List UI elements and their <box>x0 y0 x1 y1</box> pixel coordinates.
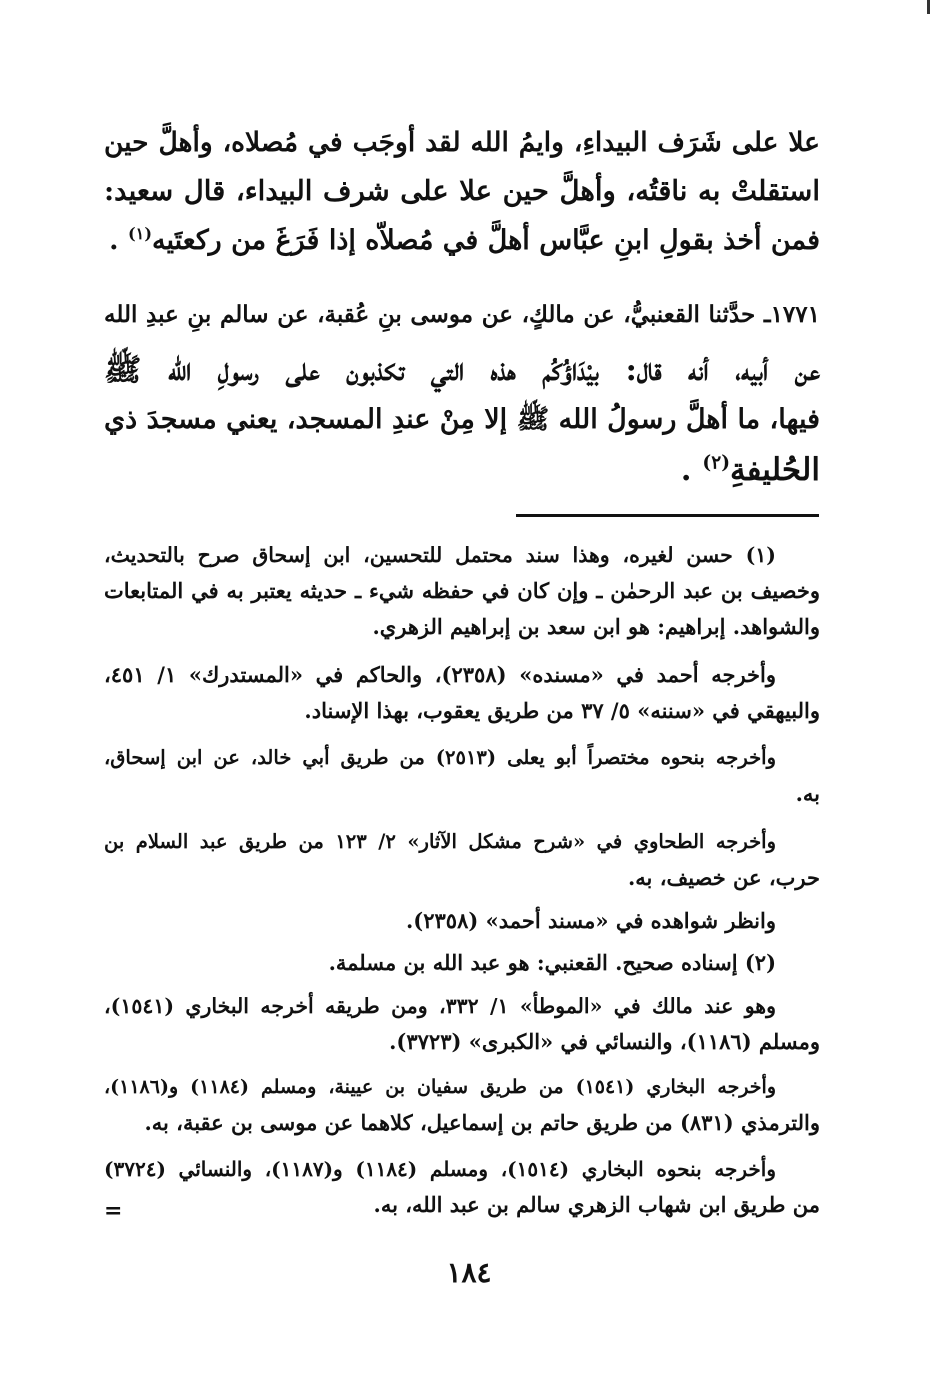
footnote-line: من طريق ابن شهاب الزهري سالم بن عبد الله، به. <box>373 1192 820 1217</box>
footnote-line: والشواهد. إبراهيم: هو ابن سعد بن إبراهيم الزهري. <box>372 614 820 639</box>
footnote-line: وأخرجه بنحوه البخاري (١٥١٤)، ومسلم (١١٨٤) و(١١٨٧)، والنسائي (٣٧٢٤) <box>104 1157 777 1181</box>
footnote-1-para-3 <box>104 740 820 812</box>
footnote-line: وخصيف بن عبد الرحمٰن ـ وإن كان في حفظه شيء ـ حديثه يعتبر به في المتابعات <box>104 578 820 603</box>
footnote-2-para-2 <box>104 988 820 1060</box>
footnote-ref-2[interactable]: (٢) <box>702 452 730 474</box>
text-line: استقلتْ به ناقتُه، وأهلَّ حين علا على شرف البيداء، قال سعيد: <box>104 175 820 207</box>
footnote-line: والترمذي (٨٣١) من طريق حاتم بن إسماعيل، كلاهما عن موسى بن عقبة، به. <box>144 1110 820 1135</box>
text-line: علا على شَرَف البيداءِ، وايمُ الله لقد أوجَب في مُصلاه، وأهلَّ حين <box>104 127 820 158</box>
text-line-last <box>104 216 820 265</box>
footnote-line: وأخرجه أحمد في «مسنده» (٢٣٥٨)، والحاكم في «المستدرك» ١/ ٤٥١، <box>104 662 777 687</box>
main-paragraph-1 <box>104 118 820 265</box>
footnote-line: به. <box>795 781 820 806</box>
page-number: ١٨٤ <box>446 1256 492 1289</box>
continuation-mark: = <box>104 1198 123 1224</box>
footnote-line: والبيهقي في «سننه» ٥/ ٣٧ من طريق يعقوب، بهذا الإسناد. <box>304 698 820 723</box>
text-fragment: الحُليفةِ <box>730 452 820 488</box>
full-stop: . <box>680 452 692 488</box>
footnote-2 <box>104 945 820 981</box>
footnote-line: وأخرجه البخاري (١٥٤١) من طريق سفيان بن عيينة، ومسلم (١١٨٤) و(١١٨٦)، <box>104 1076 776 1098</box>
footnote-1-para-5 <box>104 903 820 939</box>
text-line: فيها، ما أهلَّ رسولُ الله ﷺ إلا مِنْ عندِ المسجد، يعني مسجدَ ذي <box>104 404 820 435</box>
footnote-1-para-4 <box>104 824 820 896</box>
hadith-isnad <box>104 292 820 338</box>
main-paragraph-2 <box>104 345 820 495</box>
text-line: ١٧٧١ـ حدَّثنا القعنبيُّ، عن مالكٍ، عن موسى بنِ عُقبة، عن سالم بنِ عبدِ الله <box>104 301 820 328</box>
footnote-line: حرب، عن خصيف، به. <box>627 865 820 890</box>
footnote-1 <box>104 537 820 645</box>
footnote-ref-1[interactable]: (١) <box>127 224 153 243</box>
footnote-line: وأخرجه بنحوه مختصراً أبو يعلى (٢٥١٣) من طريق أبي خالد، عن ابن إسحاق، <box>104 746 776 769</box>
text-line-last <box>104 445 820 495</box>
footnote-line: وأخرجه الطحاوي في «شرح مشكل الآثار» ٢/ ١٢٣ من طريق عبد السلام بن <box>104 830 776 853</box>
footnote-separator <box>516 514 819 517</box>
text-line: عن أبيه، أنه قال: بيْدَاؤُكُم هذه التي تكذبون على رسولِ الله ﷺ <box>104 352 820 388</box>
full-stop: . <box>109 225 119 256</box>
footnote-line: (١) حسن لغيره، وهذا سند محتمل للتحسين، ابن إسحاق صرح بالتحديث، <box>104 543 776 567</box>
corner-mark <box>927 0 930 14</box>
footnote-line: وهو عند مالك في «الموطأ» ١/ ٣٣٢، ومن طريقه أخرجه البخاري (١٥٤١)، <box>104 994 776 1018</box>
footnote-2-para-4 <box>104 1151 820 1223</box>
footnote-line: (٢) إسناده صحيح. القعنبي: هو عبد الله بن مسلمة. <box>328 950 776 975</box>
footnote-line: ومسلم (١١٨٦)، والنسائي في «الكبرى» (٣٧٢٣). <box>389 1029 820 1054</box>
footnote-2-para-3 <box>104 1069 820 1141</box>
footnote-1-para-2 <box>104 657 820 729</box>
text-fragment: فمن أخذ بقولِ ابنِ عبَّاس أهلَّ في مُصلاّه إذا فَرَغَ من ركعتَيه <box>152 225 820 256</box>
footnote-line: وانظر شواهده في «مسند أحمد» (٢٣٥٨). <box>406 908 776 933</box>
